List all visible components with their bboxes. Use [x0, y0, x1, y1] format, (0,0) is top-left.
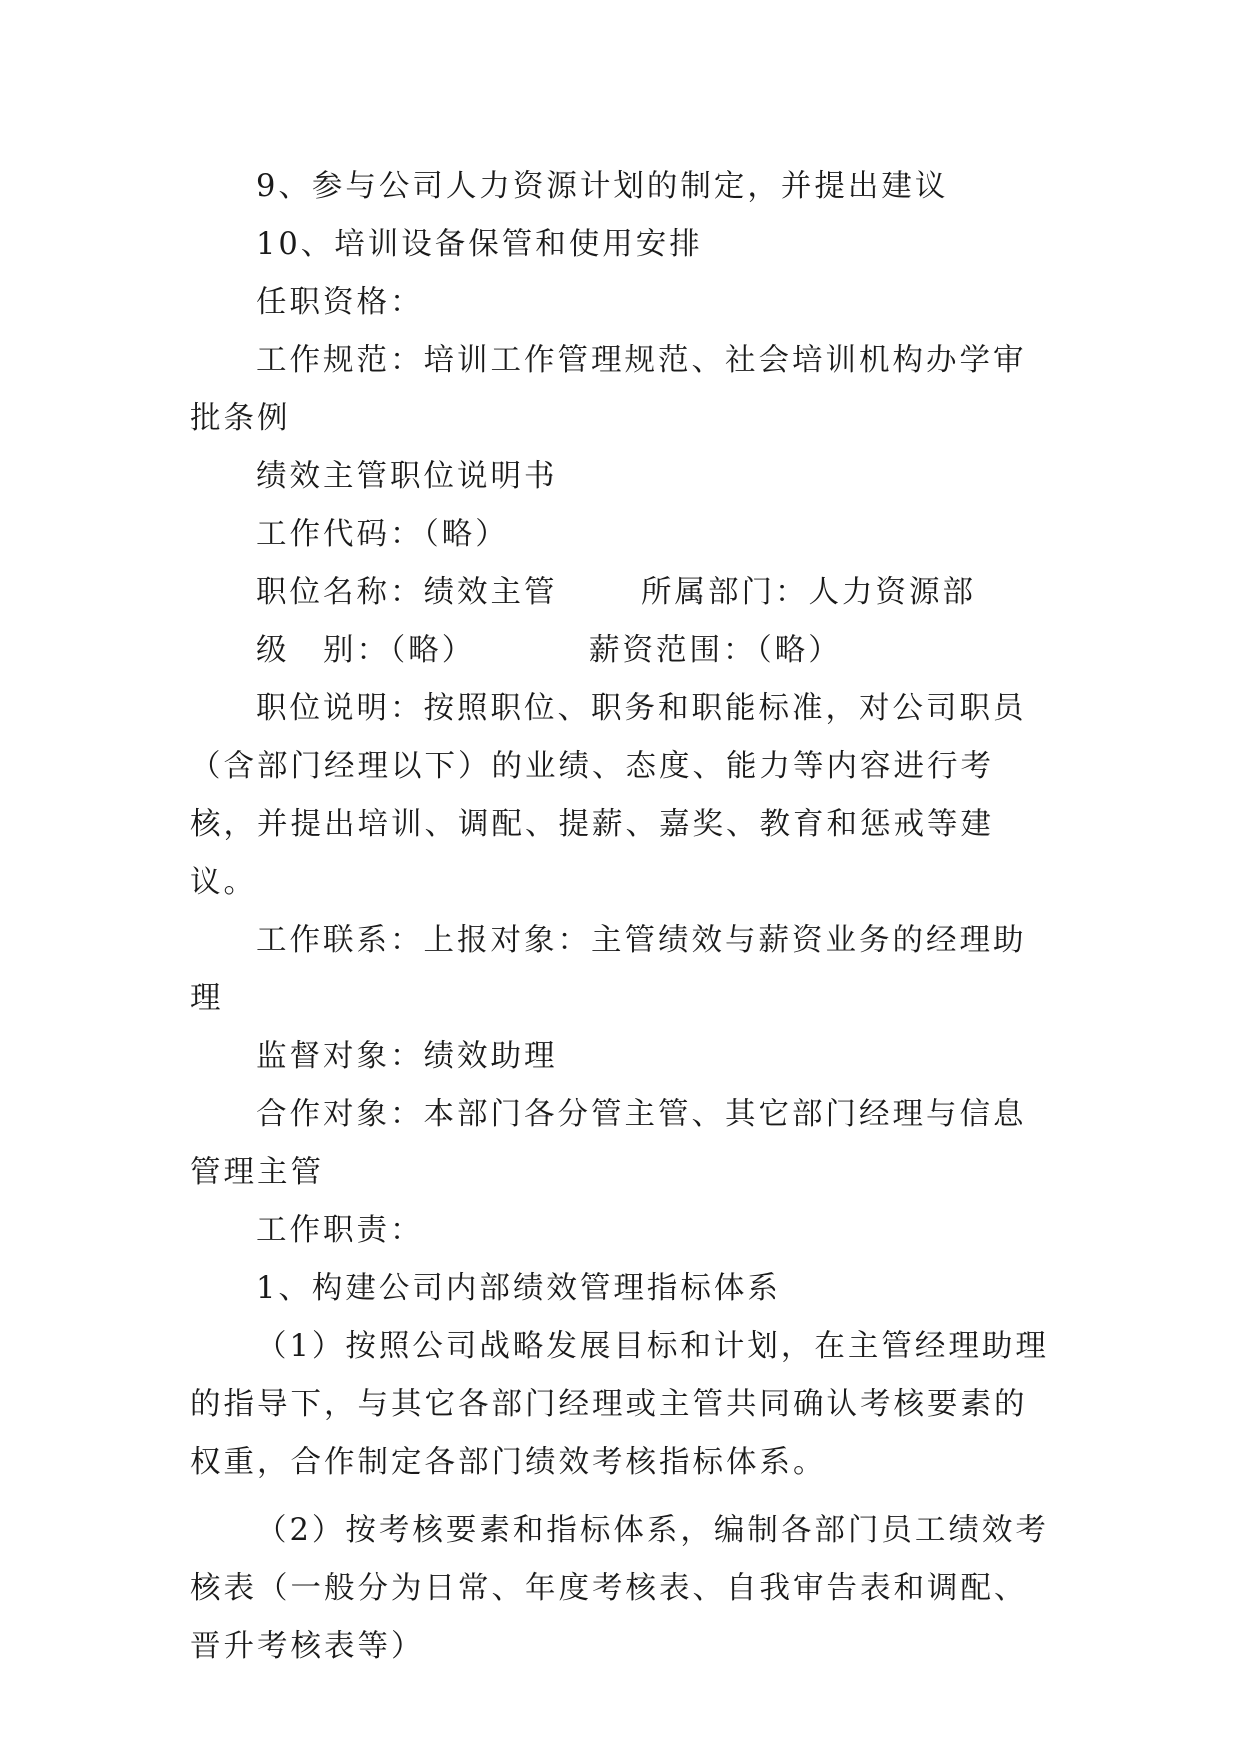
work-standard: 工作规范：培训工作管理规范、社会培训机构办学审批条例	[190, 343, 1027, 436]
responsibility-1-1: （1）按照公司战略发展目标和计划，在主管经理助理的指导下，与其它各部门经理或主管共同确认考核要素的权重，合作制定各部门绩效考核指标体系。	[190, 1329, 1049, 1480]
position-name: 职位名称：绩效主管	[256, 575, 558, 610]
supervision-target: 监督对象：绩效助理	[256, 1039, 558, 1074]
responsibilities-heading: 工作职责：	[256, 1213, 424, 1248]
work-relations: 工作联系：上报对象：主管绩效与薪资业务的经理助理	[190, 923, 1027, 1016]
level-salary-row	[190, 622, 1056, 680]
qualification-heading: 任职资格：	[256, 285, 424, 320]
responsibility-1-2: （2）按考核要素和指标体系，编制各部门员工绩效考核表（一般分为日常、年度考核表、自我审告表和调配、晋升考核表等）	[190, 1513, 1049, 1664]
job-description: 职位说明：按照职位、职务和职能标准，对公司职员（含部门经理以下）的业绩、态度、能力等内容进行考核，并提出培训、调配、提薪、嘉奖、教育和惩戒等建议。	[190, 691, 1027, 900]
document-body	[190, 158, 1056, 1676]
salary-range: 薪资范围：（略）	[589, 633, 842, 668]
position-department-row	[190, 564, 1056, 622]
responsibility-1: 1、构建公司内部绩效管理指标体系	[256, 1271, 781, 1306]
job-level: 级 别：（略）	[256, 633, 476, 668]
job-code: 工作代码：（略）	[256, 517, 509, 552]
duty-item-10: 10、培训设备保管和使用安排	[256, 227, 703, 262]
duty-item-9: 9、参与公司人力资源计划的制定，并提出建议	[256, 169, 949, 204]
cooperation-target: 合作对象：本部门各分管主管、其它部门经理与信息管理主管	[190, 1097, 1027, 1190]
section-title: 绩效主管职位说明书	[256, 459, 558, 494]
department: 所属部门：人力资源部	[641, 575, 976, 610]
